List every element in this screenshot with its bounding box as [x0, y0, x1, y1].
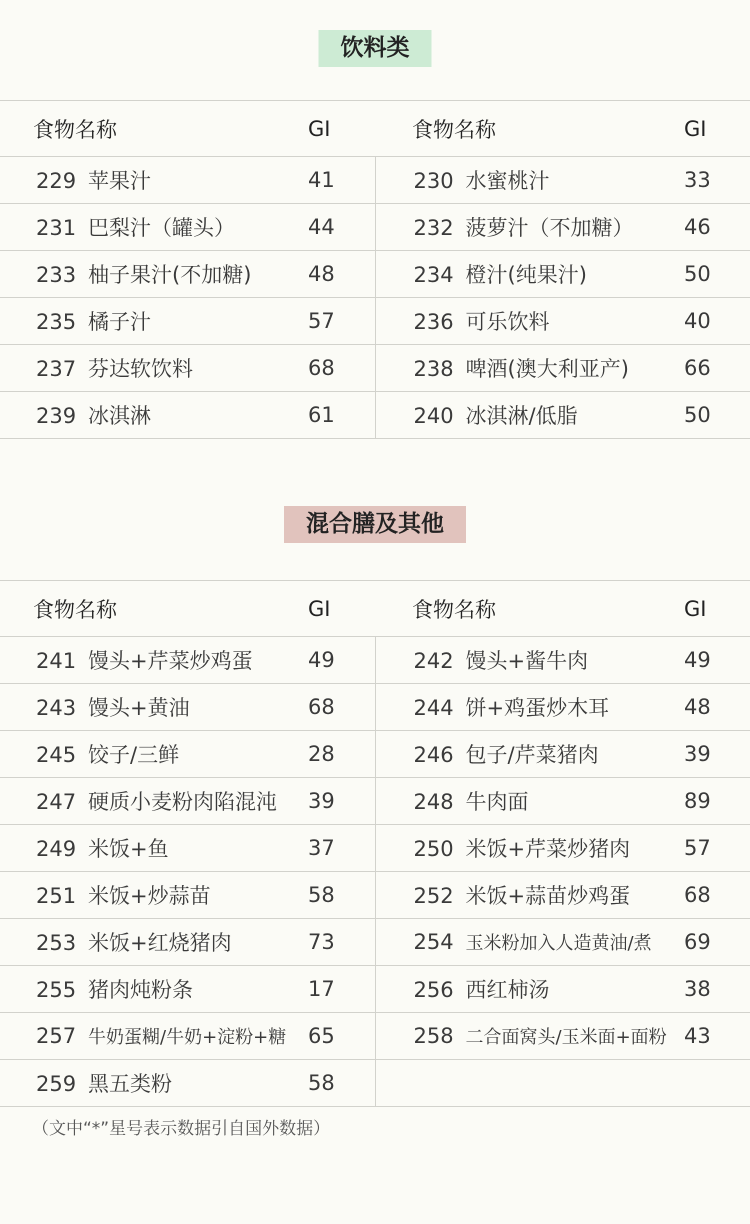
food-name: 啤酒(澳大利亚产) [465, 357, 629, 381]
gi-value: 39 [675, 731, 750, 778]
food-name: 黑五类粉 [88, 1072, 172, 1096]
gi-value: 43 [675, 1013, 750, 1060]
food-cell [375, 825, 675, 872]
table-row [0, 731, 750, 778]
food-number: 254 [413, 930, 454, 954]
food-cell [0, 872, 300, 919]
section-title-beverages: 饮料类 [319, 30, 432, 67]
table-row [0, 919, 750, 966]
gi-value: 68 [300, 345, 375, 392]
food-number: 230 [413, 169, 454, 193]
food-name: 米饭+鱼 [88, 837, 169, 861]
food-number: 236 [413, 310, 454, 334]
food-cell [375, 1013, 675, 1060]
food-cell [0, 345, 300, 392]
food-number: 253 [36, 931, 77, 955]
food-number: 251 [36, 884, 77, 908]
food-cell [0, 778, 300, 825]
food-number: 232 [413, 216, 454, 240]
food-cell [375, 251, 675, 298]
food-cell [375, 204, 675, 251]
gi-table-beverages [0, 100, 750, 439]
gi-value: 38 [675, 966, 750, 1013]
table-row [0, 251, 750, 298]
food-name: 二合面窝头/玉米面+面粉 [465, 1027, 667, 1048]
food-cell [375, 966, 675, 1013]
table-row [0, 872, 750, 919]
food-cell [375, 298, 675, 345]
food-name: 苹果汁 [88, 169, 151, 193]
gi-value: 69 [675, 919, 750, 966]
food-number: 241 [36, 649, 77, 673]
food-number: 256 [413, 978, 454, 1002]
food-number: 245 [36, 743, 77, 767]
gi-value: 44 [300, 204, 375, 251]
gi-value: 50 [675, 392, 750, 439]
gi-value: 58 [300, 872, 375, 919]
food-number: 258 [413, 1024, 454, 1048]
food-name: 馒头+芹菜炒鸡蛋 [88, 649, 253, 673]
food-number: 259 [36, 1072, 77, 1096]
table-row [0, 345, 750, 392]
gi-value: 17 [300, 966, 375, 1013]
table-row [0, 1013, 750, 1060]
food-number: 249 [36, 837, 77, 861]
gi-value [675, 1060, 750, 1107]
gi-value: 89 [675, 778, 750, 825]
food-name: 橘子汁 [88, 310, 151, 334]
food-cell [0, 731, 300, 778]
food-number: 233 [36, 263, 77, 287]
food-cell [0, 251, 300, 298]
food-cell [0, 919, 300, 966]
food-name: 柚子果汁(不加糖) [88, 263, 252, 287]
food-name: 硬质小麦粉肉陷混沌 [88, 790, 277, 814]
food-name: 米饭+蒜苗炒鸡蛋 [465, 884, 631, 908]
food-number: 229 [36, 169, 77, 193]
table-row [0, 684, 750, 731]
gi-value: 37 [300, 825, 375, 872]
table-header-row [0, 581, 750, 637]
food-cell [375, 684, 675, 731]
gi-value: 48 [300, 251, 375, 298]
food-name: 馒头+酱牛肉 [465, 649, 589, 673]
food-number: 257 [36, 1024, 77, 1048]
gi-value: 39 [300, 778, 375, 825]
gi-value: 61 [300, 392, 375, 439]
food-number: 248 [413, 790, 454, 814]
food-number: 247 [36, 790, 77, 814]
gi-value: 73 [300, 919, 375, 966]
food-name: 冰淇淋 [88, 404, 151, 428]
header-food-name: 食物名称 [0, 101, 300, 157]
food-cell [0, 684, 300, 731]
food-name: 橙汁(纯果汁) [465, 263, 587, 287]
header-food-name: 食物名称 [0, 581, 300, 637]
gi-value: 58 [300, 1060, 375, 1107]
gi-value: 49 [675, 637, 750, 684]
header-food-name: 食物名称 [375, 581, 675, 637]
food-number: 234 [413, 263, 454, 287]
food-number: 239 [36, 404, 77, 428]
table-row [0, 778, 750, 825]
food-cell [0, 637, 300, 684]
food-number: 235 [36, 310, 77, 334]
food-cell [375, 872, 675, 919]
table-row [0, 966, 750, 1013]
food-name: 饺子/三鲜 [88, 743, 180, 767]
food-name: 牛肉面 [465, 790, 529, 814]
food-name: 芬达软饮料 [88, 357, 193, 381]
gi-value: 28 [300, 731, 375, 778]
gi-value: 46 [675, 204, 750, 251]
food-cell [0, 298, 300, 345]
table-row [0, 298, 750, 345]
gi-table-mixed-meals [0, 580, 750, 1107]
food-name: 饼+鸡蛋炒木耳 [465, 696, 610, 720]
gi-value: 57 [300, 298, 375, 345]
food-cell [0, 392, 300, 439]
food-name: 冰淇淋/低脂 [465, 404, 578, 428]
table-row [0, 825, 750, 872]
table-row [0, 157, 750, 204]
food-number: 244 [413, 696, 454, 720]
food-cell [375, 1060, 675, 1107]
food-cell [375, 345, 675, 392]
section-title-mixed-meals: 混合膳及其他 [284, 506, 466, 543]
table-row [0, 204, 750, 251]
food-number: 242 [413, 649, 454, 673]
food-cell [0, 1013, 300, 1060]
food-name: 包子/芹菜猪肉 [465, 743, 599, 767]
gi-value: 40 [675, 298, 750, 345]
food-name: 猪肉炖粉条 [88, 978, 193, 1002]
table-row [0, 637, 750, 684]
food-cell [375, 778, 675, 825]
footnote: （文中“*”星号表示数据引自国外数据） [32, 1119, 331, 1139]
food-name: 西红柿汤 [465, 978, 550, 1002]
food-cell [375, 392, 675, 439]
food-cell [0, 157, 300, 204]
food-name: 米饭+炒蒜苗 [88, 884, 211, 908]
table-row [0, 392, 750, 439]
gi-value: 57 [675, 825, 750, 872]
food-name: 菠萝汁（不加糖） [465, 216, 634, 240]
food-cell [375, 637, 675, 684]
header-food-name: 食物名称 [375, 101, 675, 157]
food-cell [375, 919, 675, 966]
food-number: 243 [36, 696, 77, 720]
food-number: 246 [413, 743, 454, 767]
gi-value: 68 [675, 872, 750, 919]
food-name: 水蜜桃汁 [465, 169, 550, 193]
header-gi: GI [300, 101, 375, 157]
food-number: 252 [413, 884, 454, 908]
gi-value: 65 [300, 1013, 375, 1060]
food-name: 米饭+红烧猪肉 [88, 931, 232, 955]
food-name: 可乐饮料 [465, 310, 550, 334]
food-cell [0, 825, 300, 872]
food-number: 237 [36, 357, 77, 381]
food-name: 馒头+黄油 [88, 696, 190, 720]
gi-value: 33 [675, 157, 750, 204]
food-cell [0, 204, 300, 251]
gi-value: 50 [675, 251, 750, 298]
food-name: 玉米粉加入人造黄油/煮 [465, 933, 652, 954]
food-cell [375, 157, 675, 204]
gi-value: 41 [300, 157, 375, 204]
food-number: 250 [413, 837, 454, 861]
gi-value: 48 [675, 684, 750, 731]
food-number: 231 [36, 216, 77, 240]
food-name: 米饭+芹菜炒猪肉 [465, 837, 631, 861]
food-number: 238 [413, 357, 454, 381]
food-name: 巴梨汁（罐头） [88, 216, 235, 240]
food-number: 255 [36, 978, 77, 1002]
table-header-row [0, 101, 750, 157]
food-number: 240 [413, 404, 454, 428]
header-gi: GI [675, 581, 750, 637]
table-row [0, 1060, 750, 1107]
food-cell [0, 966, 300, 1013]
header-gi: GI [300, 581, 375, 637]
food-name: 牛奶蛋糊/牛奶+淀粉+糖 [88, 1027, 287, 1048]
food-cell [0, 1060, 300, 1107]
food-cell [375, 731, 675, 778]
gi-value: 68 [300, 684, 375, 731]
header-gi: GI [675, 101, 750, 157]
gi-value: 49 [300, 637, 375, 684]
gi-value: 66 [675, 345, 750, 392]
